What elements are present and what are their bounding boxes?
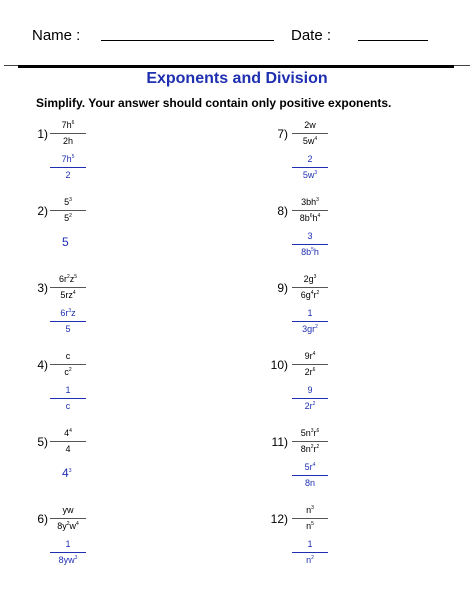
answer-fraction-bar (292, 475, 328, 476)
answer-fraction-denominator: 2 (65, 170, 71, 180)
answer-fraction-bar (292, 167, 328, 168)
answer-fraction-bar (292, 552, 328, 553)
problem-number: 3) (37, 281, 48, 295)
name-label: Name : (32, 27, 81, 44)
question-fraction (50, 428, 86, 455)
answer-fraction-bar (292, 398, 328, 399)
question-fraction (50, 274, 86, 301)
date-field[interactable] (358, 40, 428, 41)
answer-fraction-bar (50, 398, 86, 399)
answer-fraction-bar (50, 167, 86, 168)
answer-fraction-numerator: 1 (307, 308, 313, 318)
question-fraction-bar (50, 133, 86, 134)
problem-number: 1) (37, 127, 48, 141)
problem-number: 4) (37, 358, 48, 372)
question-fraction-denominator: $8b^6h^4$ (299, 213, 321, 223)
question-fraction-numerator: $5^3$ (64, 197, 72, 207)
question-fraction-denominator: $8n^2r^2$ (300, 444, 320, 454)
answer-value: $4^3$ (62, 466, 72, 480)
question-fraction-numerator: $9r^4$ (304, 351, 316, 361)
question-fraction (292, 428, 328, 455)
answer-fraction (292, 539, 328, 566)
question-fraction-numerator: $7h^6$ (61, 120, 75, 130)
answer-fraction-denominator: $3gr^2$ (302, 324, 318, 334)
question-fraction-bar (292, 133, 328, 134)
answer-fraction-numerator: 9 (307, 385, 313, 395)
answer-fraction-bar (50, 321, 86, 322)
answer-fraction-numerator: $7h^5$ (61, 154, 75, 164)
question-fraction (50, 351, 86, 378)
answer-fraction-numerator: 1 (65, 385, 71, 395)
answer-fraction (50, 154, 86, 181)
problem-number: 7) (277, 127, 288, 141)
problem-number: 6) (37, 512, 48, 526)
question-fraction-bar (50, 518, 86, 519)
question-fraction (50, 505, 86, 532)
answer-value: 5 (62, 235, 69, 249)
question-fraction-bar (50, 287, 86, 288)
question-fraction-denominator: $5rz^4$ (60, 290, 76, 300)
question-fraction-denominator: $8y^2w^4$ (57, 521, 79, 531)
answer-fraction-denominator: $8b^5h$ (301, 247, 319, 257)
question-fraction-denominator: 2h (62, 136, 73, 146)
answer-fraction-denominator: $5w^3$ (302, 170, 318, 180)
problem-number: 5) (37, 435, 48, 449)
answer-fraction-numerator: 1 (307, 539, 313, 549)
question-fraction-numerator: $n^3$ (306, 505, 314, 515)
problem-number: 11) (271, 435, 288, 449)
divider-thick (18, 65, 454, 68)
question-fraction-bar (292, 210, 328, 211)
answer-fraction-bar (50, 552, 86, 553)
question-fraction-numerator: $5n^3r^6$ (300, 428, 320, 438)
instructions: Simplify. Your answer should contain only positive exponents. (36, 96, 392, 110)
question-fraction-numerator: $2g^3$ (303, 274, 317, 284)
question-fraction-bar (50, 441, 86, 442)
question-fraction (50, 197, 86, 224)
question-fraction-numerator: $4^4$ (64, 428, 72, 438)
question-fraction-denominator: $c^2$ (64, 367, 72, 377)
answer-fraction-numerator: $5r^4$ (304, 462, 316, 472)
problem-number: 2) (37, 204, 48, 218)
answer-fraction (292, 231, 328, 258)
question-fraction-numerator: c (65, 351, 71, 361)
answer-fraction (50, 385, 86, 412)
question-fraction (292, 197, 328, 224)
question-fraction-bar (292, 287, 328, 288)
answer-fraction-numerator: 1 (65, 539, 71, 549)
problem-number: 8) (277, 204, 288, 218)
question-fraction-bar (292, 518, 328, 519)
question-fraction-bar (292, 364, 328, 365)
answer-fraction-denominator: c (65, 401, 71, 411)
date-label: Date : (291, 27, 332, 44)
answer-fraction (292, 462, 328, 489)
answer-fraction-denominator: $2r^2$ (304, 401, 316, 411)
answer-fraction (292, 308, 328, 335)
question-fraction-denominator: $2r^6$ (304, 367, 316, 377)
question-fraction-numerator: $6r^2z^5$ (58, 274, 78, 284)
answer-fraction-numerator: 3 (307, 231, 313, 241)
question-fraction (292, 120, 328, 147)
answer-fraction-numerator: 2 (307, 154, 313, 164)
problem-number: 12) (270, 512, 288, 526)
answer-fraction (50, 539, 86, 566)
question-fraction-numerator: $3bh^3$ (301, 197, 319, 207)
problem-number: 9) (277, 281, 288, 295)
question-fraction (292, 505, 328, 532)
question-fraction-numerator: yw (62, 505, 74, 515)
answer-fraction-denominator: 8n (304, 478, 315, 488)
question-fraction-denominator: $n^5$ (306, 521, 314, 531)
question-fraction-bar (50, 364, 86, 365)
question-fraction-denominator: 4 (65, 444, 71, 454)
question-fraction (50, 120, 86, 147)
question-fraction-denominator: $6g^4r^2$ (300, 290, 320, 300)
answer-fraction (292, 385, 328, 412)
answer-fraction-denominator: $8yw^3$ (58, 555, 78, 565)
name-field[interactable] (101, 40, 274, 41)
answer-fraction-bar (292, 244, 328, 245)
answer-fraction-numerator: $6r^3z$ (60, 308, 76, 318)
question-fraction (292, 274, 328, 301)
question-fraction-bar (50, 210, 86, 211)
question-fraction-numerator: 2w (304, 120, 316, 130)
answer-fraction (50, 308, 86, 335)
answer-fraction-bar (292, 321, 328, 322)
answer-fraction (292, 154, 328, 181)
answer-fraction-denominator: $n^2$ (306, 555, 314, 565)
page-title: Exponents and Division (146, 70, 328, 87)
question-fraction-denominator: $5^2$ (64, 213, 72, 223)
problem-number: 10) (270, 358, 288, 372)
question-fraction-bar (292, 441, 328, 442)
question-fraction (292, 351, 328, 378)
answer-fraction-denominator: 5 (65, 324, 71, 334)
question-fraction-denominator: $5w^4$ (302, 136, 318, 146)
